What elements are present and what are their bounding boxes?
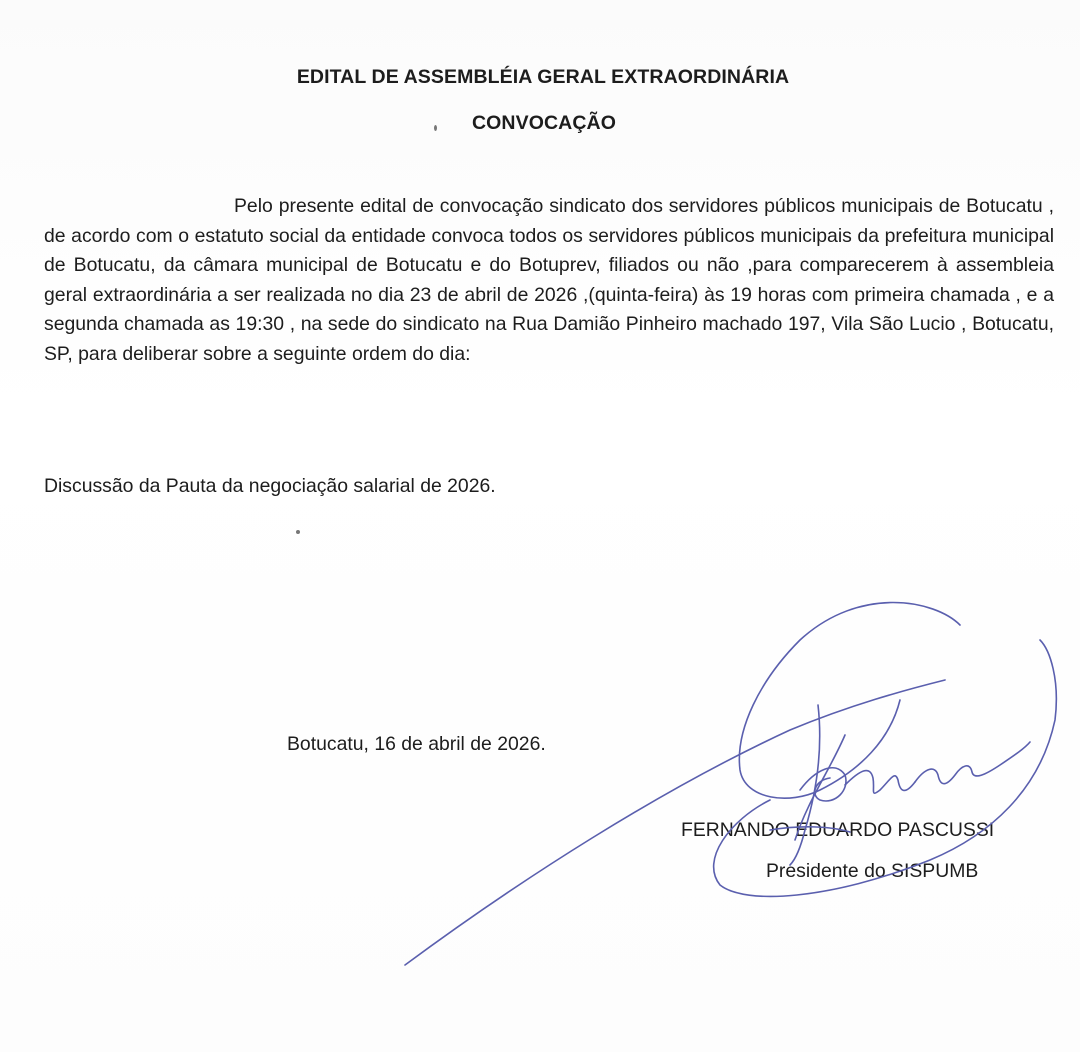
agenda-item: Discussão da Pauta da negociação salarial de 2026. (44, 475, 496, 497)
scan-speck (296, 530, 300, 534)
convocation-paragraph: Pelo presente edital de convocação sindicato dos servidores públicos municipais de Botucatu , de acordo com o estatuto social da entidade convoca todos os servidores públicos municipais da prefeitura municipal de Botucatu, da câmara municipal de Botucatu e do Botuprev, filiados ou não ,para comparecerem à assembleia geral extraordinária a ser realizada no dia 23 de abril de 2026 ,(quinta-feira) às 19 horas com primeira chamada , e a segunda chamada as 19:30 , na sede do sindicato na Rua Damião Pinheiro machado 197, Vila São Lucio , Botucatu, SP, para deliberar sobre a seguinte ordem do dia: (44, 195, 1054, 365)
scan-speck (434, 125, 437, 131)
signer-name: FERNANDO EDUARDO PASCUSSI (681, 819, 995, 841)
signature-strokes (405, 603, 1056, 966)
signer-role: Presidente do SISPUMB (766, 860, 979, 882)
document-subtitle: CONVOCAÇÃO (471, 112, 616, 134)
place-and-date: Botucatu, 16 de abril de 2026. (287, 733, 546, 755)
document-title: EDITAL DE ASSEMBLÉIA GERAL EXTRAORDINÁRIA (296, 66, 790, 88)
